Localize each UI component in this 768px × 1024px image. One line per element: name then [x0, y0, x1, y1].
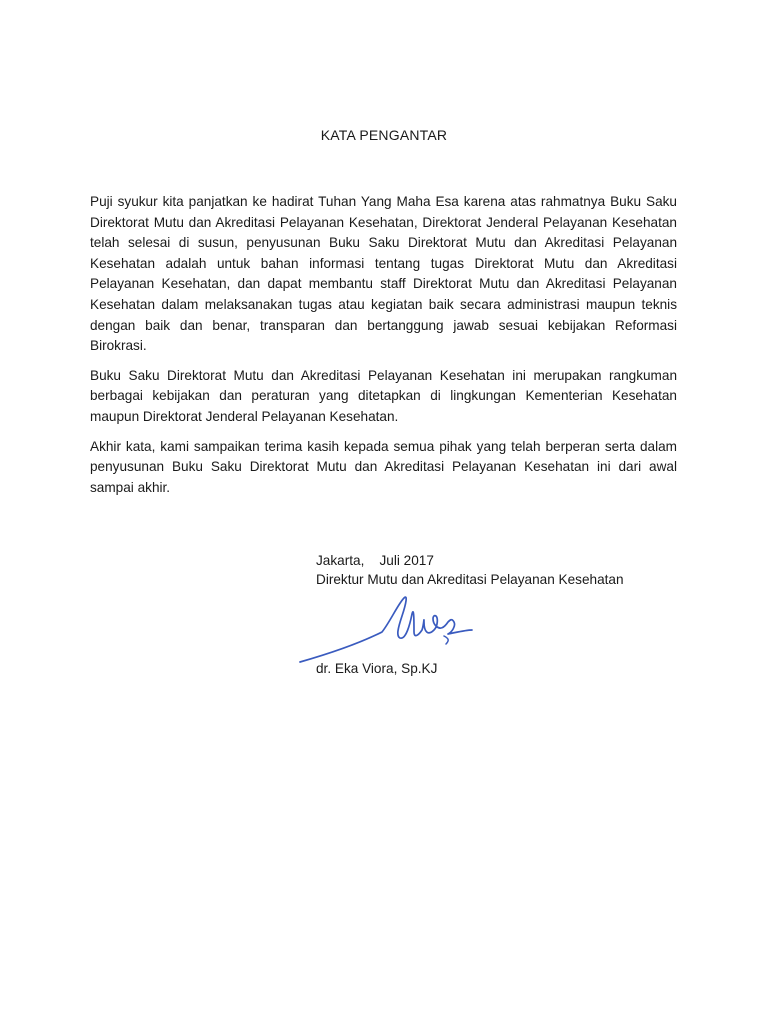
paragraph-2: Buku Saku Direktorat Mutu dan Akreditasi Pelayanan Kesehatan ini merupakan rangkuman berbagai kebijakan dan peraturan yang ditetapkan di lingkungan Kementerian Kesehatan maupun Direktorat Jenderal Pelayanan Kesehatan. [90, 367, 677, 424]
signer-name: dr. Eka Viora, Sp.KJ [316, 661, 438, 676]
body-text [90, 192, 677, 507]
page-title: KATA PENGANTAR [320, 127, 448, 143]
signer-position: Direktur Mutu dan Akreditasi Pelayanan Kesehatan [316, 571, 624, 587]
paragraph-3: Akhir kata, kami sampaikan terima kasih kepada semua pihak yang telah berperan serta dalam penyusunan Buku Saku Direktorat Mutu dan Akreditasi Pelayanan Kesehatan ini dari awal sampai akhir. [90, 438, 677, 495]
place-date: Jakarta, Juli 2017 [316, 553, 434, 568]
paragraph-1: Puji syukur kita panjatkan ke hadirat Tuhan Yang Maha Esa karena atas rahmatnya Buku Saku Direktorat Mutu dan Akreditasi Pelayanan Kesehatan, Direktorat Jenderal Pelayanan Kesehatan telah selesai di susun, penyusunan Buku Saku Direktorat Mutu dan Akreditasi Pelayanan Kesehatan adalah untuk bahan informasi tentang tugas Direktorat Mutu dan Akreditasi Pelayanan Kesehatan, dan dapat membantu staff Direktorat Mutu dan Akreditasi Pelayanan Kesehatan dalam melaksanakan tugas atau kegiatan baik secara administrasi maupun teknis dengan baik dan benar, transparan dan bertanggung jawab sesuai kebijakan Reformasi Birokrasi. [90, 194, 677, 354]
closing-block [316, 552, 736, 589]
